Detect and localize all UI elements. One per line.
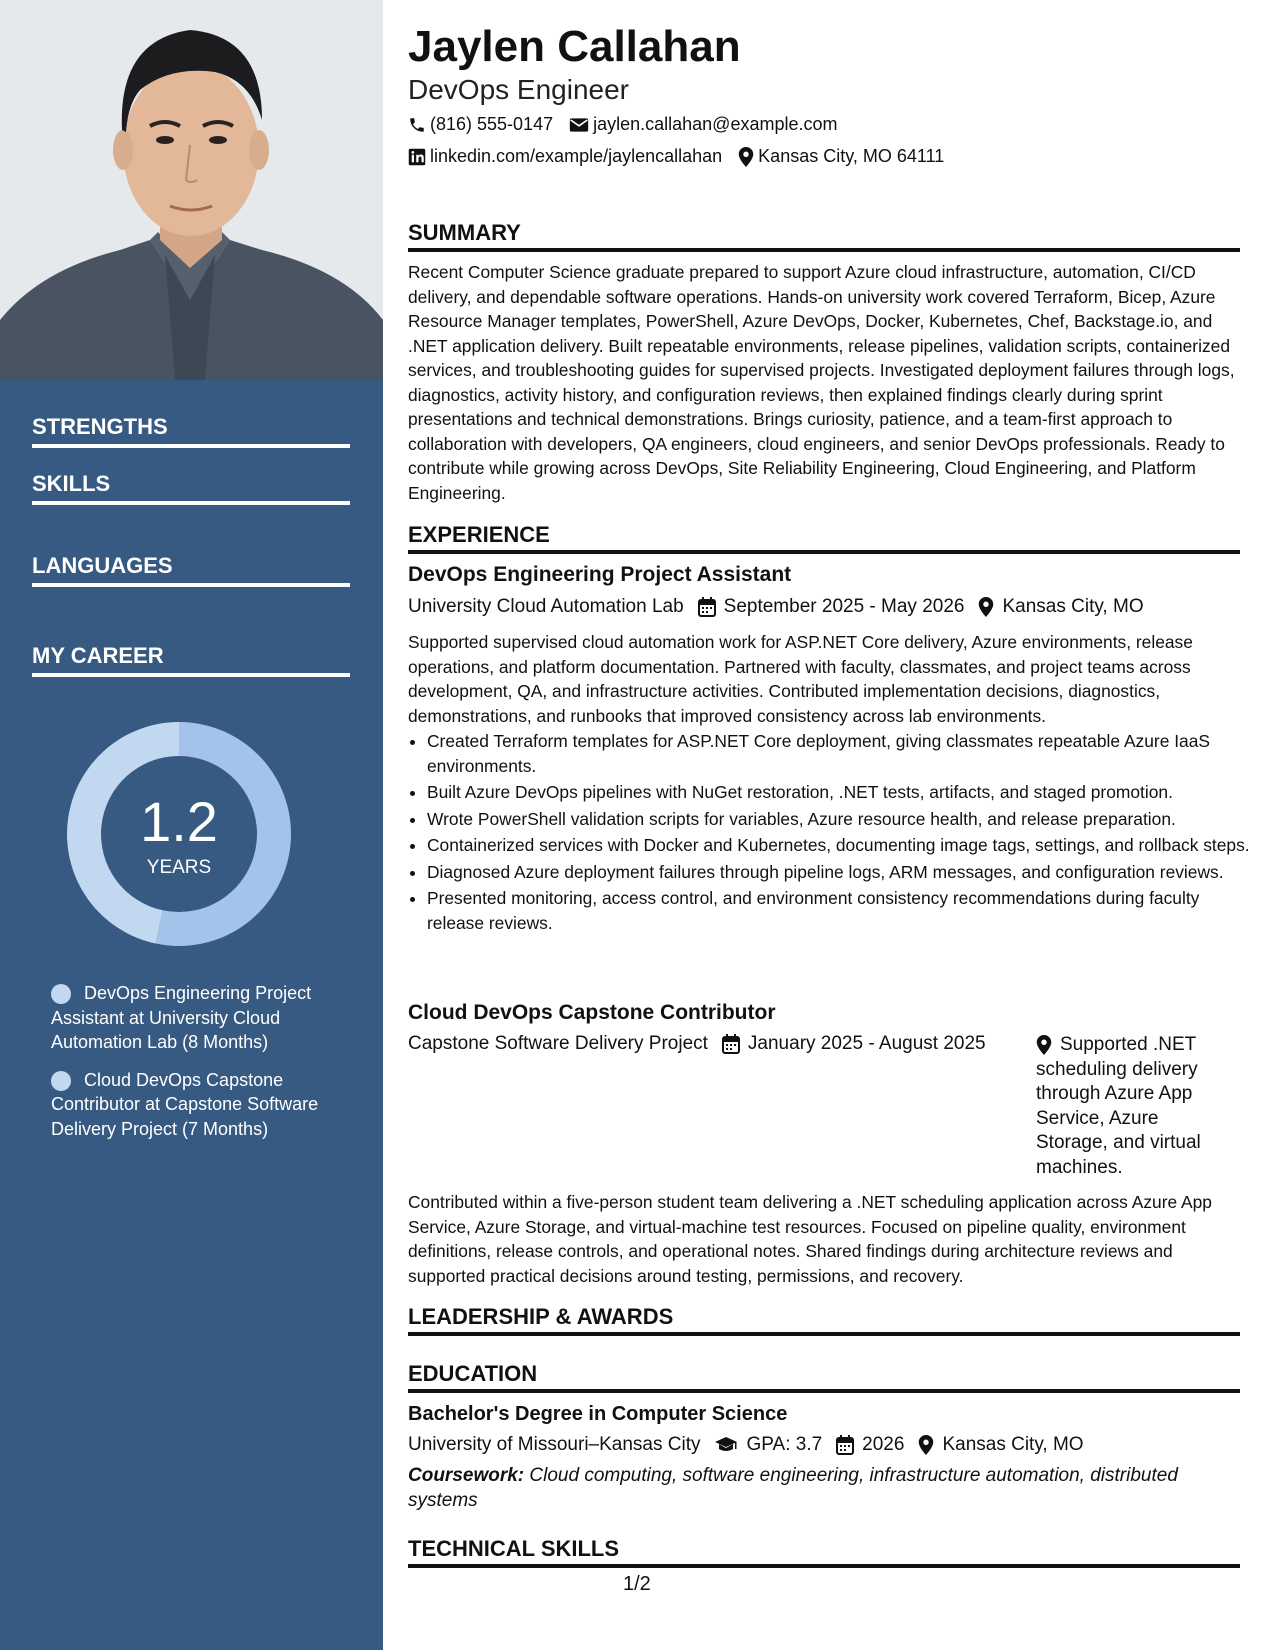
job-1-location — [978, 596, 1143, 618]
sidebar-heading-strengths: STRENGTHS — [32, 414, 350, 448]
location-text: Kansas City, MO 64111 — [758, 146, 945, 166]
job-1-bullet: • Created Terraform templates for ASP.NET Core deployment, giving classmates repeatable Azure IaaS environments. — [427, 729, 1259, 778]
profile-photo-illustration — [0, 0, 383, 380]
sidebar — [0, 0, 383, 1650]
career-item-text: Cloud DevOps Capstone Contributor at Capstone Software Delivery Project (7 Months) — [51, 1069, 319, 1139]
envelope-icon — [569, 116, 589, 134]
education-coursework — [408, 1464, 1240, 1513]
experience-heading: EXPERIENCE — [408, 522, 1240, 554]
job-2-company-text: Capstone Software Delivery Project — [408, 1033, 708, 1054]
map-pin-icon — [738, 147, 754, 167]
career-donut-chart — [66, 721, 292, 947]
education-location — [918, 1434, 1083, 1456]
contact-email[interactable] — [569, 114, 837, 135]
education-school-text: University of Missouri–Kansas City — [408, 1434, 701, 1455]
education-year — [836, 1434, 904, 1456]
job-1-bullets — [408, 729, 1259, 937]
job-1-location-text: Kansas City, MO — [1002, 596, 1144, 617]
career-total-unit: YEARS — [146, 857, 212, 878]
contact-line-1 — [408, 114, 854, 135]
calendar-icon — [698, 597, 716, 617]
career-dot-icon — [51, 1071, 71, 1091]
career-total-value: 1.2 — [140, 790, 218, 853]
job-2-dates — [722, 1033, 986, 1055]
phone-text: (816) 555-0147 — [430, 114, 554, 134]
career-dot-icon — [51, 984, 71, 1004]
job-1-bullet: • Diagnosed Azure deployment failures through pipeline logs, ARM messages, and configuration reviews. — [427, 860, 1259, 885]
job-2-location-text: Supported .NET scheduling delivery through Azure App Service, Azure Storage, and virtual machines. — [1036, 1034, 1201, 1178]
education-year-text: 2026 — [862, 1434, 905, 1455]
job-1-bullet: • Presented monitoring, access control, and environment consistency recommendations during faculty release reviews. — [427, 886, 1259, 935]
job-2-company — [408, 1033, 708, 1055]
map-pin-icon — [978, 597, 994, 617]
education-degree: Bachelor's Degree in Computer Science — [408, 1403, 788, 1425]
sidebar-heading-languages: LANGUAGES — [32, 553, 350, 587]
summary-heading: SUMMARY — [408, 220, 1240, 252]
career-item-text: DevOps Engineering Project Assistant at University Cloud Automation Lab (8 Months) — [51, 983, 312, 1052]
job-1-dates — [698, 596, 965, 618]
technical-skills-heading: TECHNICAL SKILLS — [408, 1536, 1240, 1568]
calendar-icon — [722, 1034, 740, 1054]
job-2-location — [1036, 1033, 1226, 1180]
job-1-bullet: • Built Azure DevOps pipelines with NuGet restoration, .NET tests, artifacts, and staged promotion. — [427, 780, 1259, 805]
graduation-cap-icon — [714, 1436, 738, 1454]
linkedin-icon — [408, 148, 426, 166]
profile-photo — [0, 0, 383, 380]
job-1-company-text: University Cloud Automation Lab — [408, 596, 684, 617]
candidate-title: DevOps Engineer — [408, 74, 630, 105]
email-text[interactable]: jaylen.callahan@example.com — [593, 114, 838, 134]
summary-text: Recent Computer Science graduate prepared to support Azure cloud infrastructure, automation, CI/CD delivery, and dependable software operations. Hands-on university work covered Terraform, Bicep, Azure Resource Manager templates, PowerShell, Azure DevOps, Docker, Kubernetes, Chef, Backstage.io, and .NET application delivery. Built repeatable environments, release pipelines, validation scripts, containerized services, and troubleshooting guides for supervised projects. Investigated deployment failures through logs, diagnostics, activity history, and configuration reviews, then explained findings clearly during sprint presentations and technical demonstrations. Brings curiosity, patience, and a team-first approach to collaboration with developers, QA engineers, cloud engineers, and senior DevOps professionals. Ready to contribute while growing across DevOps, Site Reliability Engineering, Cloud Engineering, and Platform Engineering. — [408, 262, 1235, 503]
job-1-dates-text: September 2025 - May 2026 — [723, 596, 965, 617]
contact-linkedin[interactable] — [408, 146, 722, 167]
sidebar-heading-skills: SKILLS — [32, 471, 350, 505]
candidate-name: Jaylen Callahan — [408, 22, 741, 71]
calendar-icon — [836, 1435, 854, 1455]
leadership-heading: LEADERSHIP & AWARDS — [408, 1304, 1240, 1336]
job-2-title: Cloud DevOps Capstone Contributor — [408, 1001, 776, 1024]
map-pin-icon — [918, 1435, 934, 1455]
sidebar-heading-my-career: MY CAREER — [32, 643, 350, 677]
coursework-label: Coursework: — [408, 1465, 525, 1486]
job-1-meta — [408, 596, 1158, 618]
education-gpa-text: GPA: 3.7 — [746, 1434, 823, 1455]
page-number: 1/2 — [623, 1573, 651, 1595]
job-2-dates-text: January 2025 - August 2025 — [747, 1033, 986, 1054]
education-school — [408, 1434, 700, 1456]
job-2-meta — [408, 1033, 1000, 1055]
career-item — [51, 1068, 341, 1142]
job-1-title: DevOps Engineering Project Assistant — [408, 563, 792, 586]
contact-phone — [408, 114, 553, 135]
education-location-text: Kansas City, MO — [942, 1434, 1084, 1455]
education-heading: EDUCATION — [408, 1361, 1240, 1393]
phone-icon — [408, 116, 426, 134]
job-1-bullet: • Containerized services with Docker and Kubernetes, documenting image tags, settings, and rollback steps. — [427, 833, 1259, 858]
coursework-text: Cloud computing, software engineering, infrastructure automation, distributed systems — [408, 1465, 1178, 1511]
job-1-company — [408, 596, 684, 618]
job-1-bullet: • Wrote PowerShell validation scripts for variables, Azure resource health, and release preparation. — [427, 807, 1259, 832]
education-meta — [408, 1434, 1098, 1456]
career-list — [51, 981, 341, 1154]
job-2-description: Contributed within a five-person student team delivering a .NET scheduling application across Azure App Service, Azure Storage, and virtual-machine test resources. Focused on pipeline quality, environment definitions, release controls, and operational notes. Shared findings during architecture reviews and supported practical decisions around testing, permissions, and recovery. — [408, 1192, 1212, 1286]
linkedin-text[interactable]: linkedin.com/example/jaylencallahan — [430, 146, 723, 166]
contact-line-2 — [408, 146, 960, 167]
career-item — [51, 981, 341, 1055]
job-1-description: Supported supervised cloud automation work for ASP.NET Core delivery, Azure environments, release operations, and platform documentation. Partnered with faculty, classmates, and project teams across development, QA, and infrastructure activities. Contributed implementation decisions, diagnostics, demonstrations, and runbooks that improved consistency across lab environments. — [408, 632, 1193, 726]
contact-location — [738, 146, 944, 167]
education-gpa — [714, 1434, 822, 1456]
